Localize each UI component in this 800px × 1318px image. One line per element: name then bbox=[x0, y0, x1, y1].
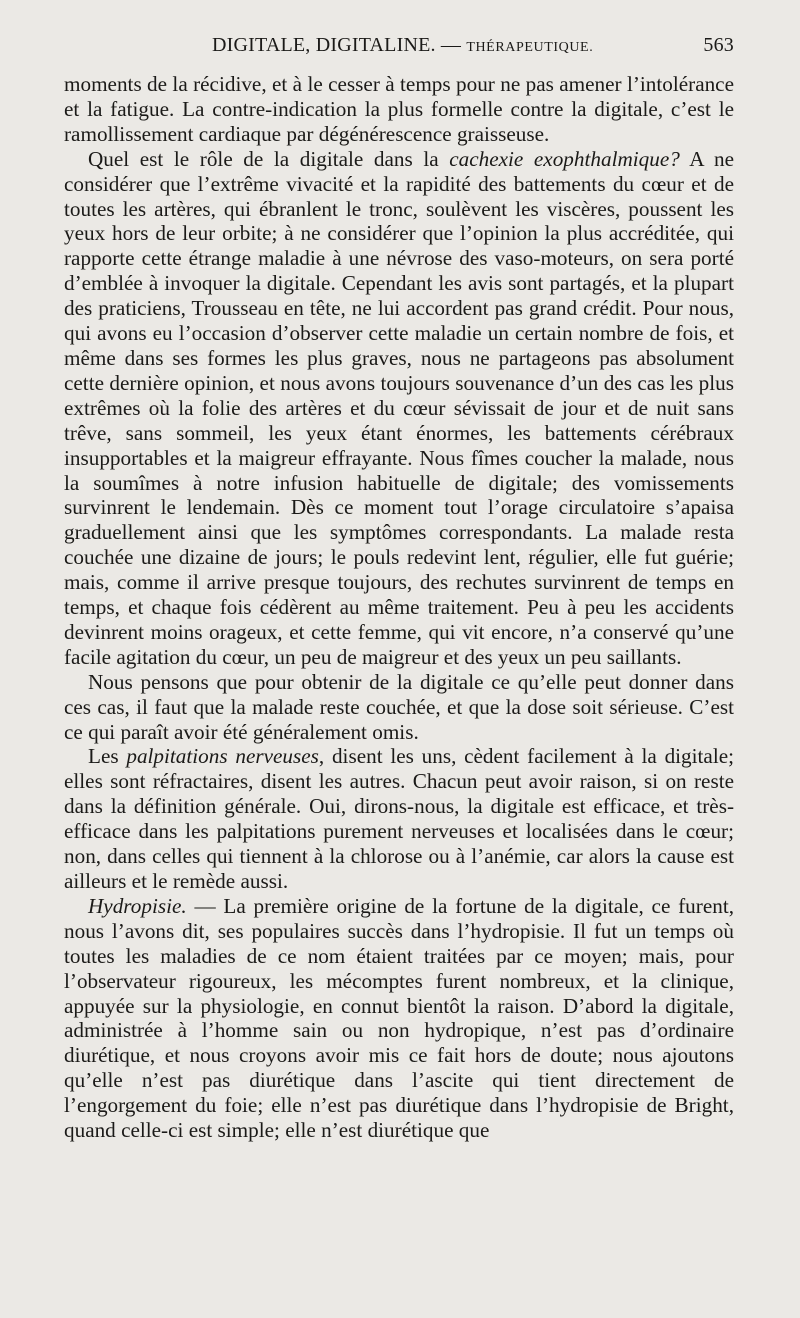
paragraph-p5 bbox=[64, 894, 734, 1143]
text-run: Nous pensons que pour obtenir de la digitale ce qu’elle peut donner dans ces cas, il faut que la malade reste couchée, et que la dose soit sérieuse. C’est ce qui paraît avoir été généralement omis. bbox=[64, 669, 734, 744]
italic-run: Hydropisie. bbox=[88, 893, 187, 918]
page-number: 563 bbox=[703, 34, 734, 56]
text-run: Quel est le rôle de la digitale dans la bbox=[88, 146, 450, 171]
text-run: — La première origine de la fortune de la digitale, ce furent, nous l’avons dit, ses populaires succès dans l’hydropisie. Il fut un temps où toutes les maladies de ce nom étaient traitées par ce moyen; mais, pour l’observateur rigoureux, les mécomptes furent nombreux, et la clinique, appuyée sur la physiologie, en connut bientôt la raison. D’abord la digitale, administrée à l’homme sain ou non hydropique, n’est pas d’ordinaire diurétique, et nous croyons avoir mis ce fait hors de doute; nous ajoutons qu’elle n’est pas diurétique dans l’ascite qui tient directement de l’engorgement du foie; elle n’est pas diurétique dans l’hydropisie de Bright, quand celle-ci est simple; elle n’est diurétique que bbox=[64, 893, 734, 1143]
running-title-dash: — bbox=[440, 34, 462, 56]
paragraph-p2 bbox=[64, 147, 734, 670]
italic-run: palpitations nerveuses bbox=[126, 744, 319, 769]
paragraph-p1 bbox=[64, 72, 734, 147]
text-run: A ne considérer que l’extrême vivacité et la rapidité des battements du cœur et de toutes les artères, qui ébranlent le tronc, soulèvent les viscères, poussent les yeux hors de leur orbite; à ne considérer que l’opinion la plus accréditée, qui rapporte cette étrange maladie à une névrose des vaso-moteurs, on sera porté d’emblée à invoquer la digitale. Cependant les avis sont partagés, et la plupart des praticiens, Trousseau en tête, ne lui accordent pas grand crédit. Pour nous, qui avons eu l’occasion d’observer cette maladie un certain nombre de fois, et même dans ses formes les plus graves, nous ne partageons pas absolument cette dernière opinion, et nous avons toujours souvenance d’un des cas les plus extrêmes où la folie des artères et du cœur sévissait de jour et de nuit sans trêve, sans sommeil, les yeux étant énormes, les battements cérébraux insupportables et la maigreur effrayante. Nous fîmes coucher la malade, nous la soumîmes à notre infusion habituelle de digitale; des vomissements survinrent le lendemain. Dès ce moment tout l’orage circulatoire s’apaisa graduellement ainsi que les symptômes correspondants. La malade resta couchée une dizaine de jours; le pouls redevint lent, régulier, elle fut guérie; mais, comme il arrive presque toujours, des rechutes survinrent de temps en temps, et chaque fois cédèrent au même traitement. Peu à peu les accidents devinrent moins orageux, et cette femme, qui vit encore, n’a conservé qu’une facile agitation du cœur, un peu de maigreur et des yeux un peu saillants. bbox=[64, 146, 734, 669]
italic-run: cachexie exophthalmique? bbox=[449, 146, 680, 171]
text-run: , disent les uns, cèdent facilement à la digitale; elles sont réfractaires, disent les autres. Chacun peut avoir raison, si on reste dans la définition générale. Oui, dirons-nous, la digitale est efficace, et très-efficace dans les palpitations purement nerveuses et localisées dans le cœur; non, dans celles qui tiennent à la chlorose ou à l’anémie, car alors la cause est ailleurs et le remède aussi. bbox=[64, 744, 734, 893]
running-title-subtitle: THÉRAPEUTIQUE. bbox=[466, 40, 594, 55]
body-text bbox=[64, 72, 734, 1143]
paragraph-p3 bbox=[64, 670, 734, 745]
running-title-main: DIGITALE, DIGITALINE. bbox=[212, 34, 436, 56]
running-head bbox=[64, 34, 736, 64]
paragraph-p4 bbox=[64, 744, 734, 893]
text-run: moments de la récidive, et à le cesser à temps pour ne pas amener l’intolérance et la fatigue. La contre-indication la plus formelle contre la digitale, c’est le ramollissement cardiaque par dégénérescence graisseuse. bbox=[64, 72, 734, 146]
running-title bbox=[212, 34, 593, 57]
text-run: Les bbox=[88, 744, 127, 769]
